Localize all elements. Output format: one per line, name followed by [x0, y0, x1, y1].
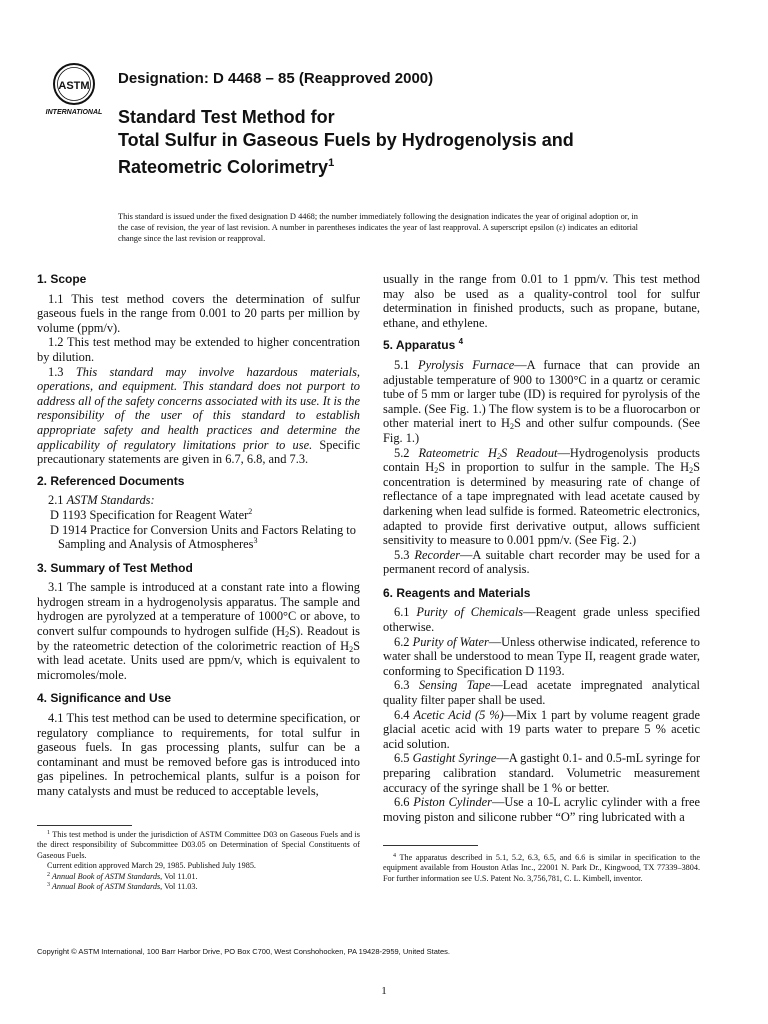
- paragraph-6-6: [383, 795, 700, 824]
- footnote-text: This test method is under the jurisdiction of ASTM Committee D03 on Gaseous Fuels and is the direct responsibility of Subcommittee D03.05 on Determination of Special Constituents of Gaseous Fuels.: [37, 830, 360, 860]
- paragraph-6-2: [383, 635, 700, 679]
- paragraph-4-1-continued: usually in the range from 0.01 to 1 ppm/v. This test method may also be used as a quality-control tool for sulfur determination in finished products, such as propane, butane, ethane, and ethylene.: [383, 272, 700, 330]
- copyright-line: Copyright © ASTM International, 100 Barr Harbor Drive, PO Box C700, West Conshohocken, PA 19428-2959, United States.: [37, 947, 450, 956]
- paragraph-text: —A suitable chart recorder may be used for a permanent record of analysis.: [383, 547, 700, 577]
- paragraph-number: 6.6: [394, 795, 414, 810]
- paragraph-5-1: [383, 358, 700, 446]
- caption-text: S Readout: [500, 445, 558, 460]
- paragraph-text: —A gastight 0.1- and 0.5-mL syringe for preparing calibration standard. Volumetric measurement accuracy of the syringe shall be 1 % or better.: [383, 751, 700, 795]
- paragraph-text: —A furnace that can provide an adjustable temperature of 900 to 1300°C in a quartz or ceramic tube of 5 mm or larger tube (ID) is required for pyrolysis of the sample. (See Fig. 1.) The flow system is to be a fluorocarbon or other material inert to H: [383, 357, 700, 431]
- paragraph-text: S). Readout is by the rateometric detection of the colorimetric reaction of H: [37, 624, 360, 653]
- paragraph-number: 5.2: [394, 445, 419, 460]
- subscript: 2: [496, 451, 501, 461]
- paragraph-2-1: [37, 493, 360, 508]
- paragraph-caption: Pyrolysis Furnace: [418, 357, 515, 372]
- footnote-mark: 3: [253, 536, 258, 546]
- footnotes-right: [383, 853, 700, 884]
- paragraph-caption: Sensing Tape: [418, 678, 491, 693]
- paragraph-number: 6.3: [394, 678, 419, 693]
- heading-text: 5. Apparatus: [383, 338, 456, 353]
- paragraph-text: —Unless otherwise indicated, reference to water shall be understood to mean Type II, reagent grade water, conforming to Specification D 1193.: [383, 634, 700, 678]
- footnote-rule-right: [383, 845, 478, 846]
- paragraph-number: 6.4: [394, 707, 414, 722]
- paragraph-caption: ASTM Standards:: [66, 493, 155, 508]
- paragraph-text: —Use a 10-L acrylic cylinder with a free moving piston and silicone rubber “O” ring lubricated with a: [383, 795, 700, 824]
- reference-text: D 1193 Specification for Reagent Water: [50, 507, 249, 522]
- paragraph-text: 3.1 The sample is introduced at a constant rate into a flowing hydrogen stream in a hydrogenolysis apparatus. The sample and hydrogen are pyrolyzed at a temperature of 1000°C or above, to convert sulfur compounds to hydrogen sulfide (H: [37, 580, 360, 639]
- paragraph-text: S in proportion to sulfur in the sample. The H: [438, 460, 690, 475]
- paragraph-4-1: 4.1 This test method can be used to determine specification, or regulatory compliance to requirements, for total sulfur in gaseous fuels. In gas processing plants, sulfur can be a contaminant and must be removed before gas is introduced into gas pipelines. In petrochemical plants, sulfur is a poison for many catalysts and must be reduced to acceptable levels,: [37, 711, 360, 798]
- paragraph-6-5: [383, 751, 700, 795]
- paragraph-text: Specific precautionary statements are given in 6.7, 6.8, and 7.3.: [37, 437, 360, 467]
- right-column: [383, 272, 700, 824]
- reference-d1914: [37, 523, 360, 552]
- paragraph-text: S and other sulfur compounds. (See Fig. 1.): [383, 416, 700, 445]
- subscript: 2: [285, 630, 290, 640]
- paragraph-5-2: [383, 446, 700, 548]
- paragraph-text: —Hydrogenolysis products contain H: [383, 445, 700, 475]
- paragraph-6-4: [383, 708, 700, 752]
- section-heading-significance: 4. Significance and Use: [37, 691, 172, 706]
- footnote-text: Annual Book of ASTM Standards: [50, 871, 161, 881]
- footnote-4: [383, 853, 700, 884]
- footnote-mark: 2: [47, 871, 50, 878]
- footnote-1: [37, 830, 360, 861]
- paragraph-6-1: [383, 605, 700, 634]
- footnote-mark: 3: [47, 882, 50, 889]
- paragraph-number: 5.1: [394, 357, 419, 372]
- astm-logo: [34, 60, 114, 118]
- footnote-2: [37, 872, 360, 882]
- title-line-3: [118, 152, 574, 179]
- paragraph-number: 6.5: [394, 751, 413, 766]
- paragraph-caption: Piston Cylinder: [413, 795, 492, 810]
- paragraph-text: —Lead acetate impregnated analytical quality filter paper shall be used.: [383, 678, 700, 708]
- footnote-rule-left: [37, 825, 132, 826]
- paragraph-caption: Purity of Chemicals: [416, 605, 524, 620]
- logo-subtext: INTERNATIONAL: [45, 109, 103, 116]
- safety-caveat: This standard may involve hazardous materials, operations, and equipment. This standard does not purport to address all of the safety concerns associated with its use. It is the responsibility of the user of this standard to establish appropriate safety and health practices and determine the applicability of regulatory limitations prior to use.: [37, 364, 360, 452]
- footnote-text: , Vol 11.01.: [160, 871, 198, 881]
- paragraph-text: S concentration is determined by measuring rate of change of reflectance of a tape impregnated with lead acetate caused by darkening when lead sulfide is formed. Rateometric electronics, adapted to provide first derivative output, allows sufficient sensitivity to measure to 0.001 ppm/v. (See Fig. 2.): [383, 460, 700, 548]
- paragraph-caption: [418, 446, 557, 460]
- paragraph-number: 6.2: [394, 634, 413, 649]
- title-line-1: Standard Test Method for: [118, 107, 335, 127]
- paragraph-number: 2.1: [48, 493, 67, 508]
- footnote-mark: 1: [47, 830, 50, 836]
- paragraph-caption: Acetic Acid (5 %): [413, 707, 504, 722]
- footnote-mark: 2: [248, 506, 253, 516]
- paragraph-text: —Mix 1 part by volume reagent grade glacial acetic acid with 19 parts water to prepare 5 % acetic acid solution.: [383, 707, 700, 751]
- paragraph-text: S with lead acetate. Units used are ppm/v, which is equivalent to micromoles/mole.: [37, 638, 360, 682]
- paragraph-number: 6.1: [394, 605, 417, 620]
- footnote-3: [37, 882, 360, 892]
- footnote-mark: 4: [393, 853, 396, 859]
- paragraph-1-1: 1.1 This test method covers the determination of sulfur gaseous fuels in the range from 0.001 to 20 parts per million by volume (ppm/v).: [37, 291, 360, 335]
- title-line-3-text: Rateometric Colorimetry: [118, 157, 329, 177]
- paragraph-5-3: [383, 548, 700, 577]
- section-heading-summary: 3. Summary of Test Method: [37, 560, 193, 575]
- section-heading-reagents: 6. Reagents and Materials: [383, 585, 531, 600]
- footnote-mark: 4: [458, 337, 464, 347]
- reference-d1193: [37, 508, 360, 523]
- footnote-text: Annual Book of ASTM Standards: [50, 882, 161, 892]
- paragraph-1-3: [37, 365, 360, 467]
- footnotes-left: [37, 830, 360, 892]
- section-heading-scope: 1. Scope: [37, 272, 87, 286]
- title-line-2: Total Sulfur in Gaseous Fuels by Hydrogenolysis and: [118, 130, 574, 150]
- standard-notice: This standard is issued under the fixed designation D 4468; the number immediately following the designation indicates the year of original adoption or, in the case of revision, the year of last revision. A number in parentheses indicates the year of last reapproval. A superscript epsilon (ε) indicates an editorial change since the last revision or reapproval.: [118, 212, 638, 244]
- section-heading-apparatus: [383, 338, 700, 353]
- paragraph-caption: Recorder: [414, 547, 461, 562]
- paragraph-1-2: 1.2 This test method may be extended to higher concentration by dilution.: [37, 335, 360, 364]
- document-title: [118, 106, 574, 179]
- paragraph-caption: Gastight Syringe: [412, 751, 497, 766]
- section-heading-referenced-documents: 2. Referenced Documents: [37, 473, 185, 488]
- paragraph-number: 5.3: [394, 547, 415, 562]
- logo-text: ASTM: [58, 80, 90, 92]
- paragraph-6-3: [383, 678, 700, 707]
- footnote-text: , Vol 11.03.: [160, 882, 198, 892]
- astm-logo-icon: [34, 60, 114, 118]
- subscript: 2: [510, 422, 515, 432]
- paragraph-caption: Purity of Water: [412, 634, 489, 649]
- subscript: 2: [689, 466, 694, 476]
- title-footnote-mark: 1: [328, 157, 335, 169]
- reference-text: D 1914 Practice for Conversion Units and Factors Relating to Sampling and Analysis of Atmospheres: [50, 522, 356, 552]
- page-number: 1: [381, 985, 387, 997]
- subscript: 2: [434, 466, 439, 476]
- footnote-text: The apparatus described in 5.1, 5.2, 6.3, 6.5, and 6.6 is similar in specification to the equipment available from Houston Atlas Inc., 22001 N. Park Dr., Kingwood, TX 77339–3804. For further information see U.S. Patent No. 3,756,781, C. L. Kimbell, inventor.: [383, 853, 700, 883]
- footnote-1-approval: Current edition approved March 29, 1985. Published July 1985.: [47, 861, 256, 871]
- paragraph-3-1: [37, 580, 360, 682]
- paragraph-number: 1.3: [48, 364, 76, 379]
- left-column: [37, 272, 360, 799]
- caption-text: Rateometric H: [418, 445, 497, 460]
- subscript: 2: [349, 644, 354, 654]
- paragraph-text: —Reagent grade unless specified otherwise.: [383, 605, 700, 635]
- designation: Designation: D 4468 – 85 (Reapproved 2000): [118, 70, 434, 87]
